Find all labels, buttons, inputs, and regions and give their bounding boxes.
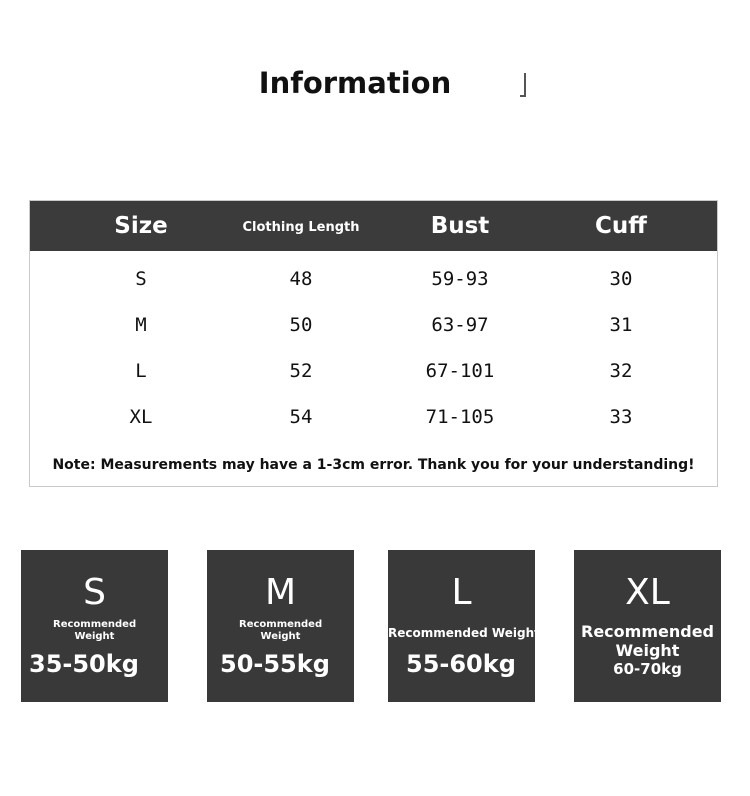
cell-cuff: 30 bbox=[609, 268, 633, 290]
cell-bust: 67-101 bbox=[425, 360, 495, 382]
card-size-letter: XL bbox=[625, 572, 670, 613]
measurement-note: Note: Measurements may have a 1-3cm error. Thank you for your understanding! bbox=[52, 457, 695, 473]
card-weight-label: Recommended Weight bbox=[581, 622, 714, 660]
cell-length: 50 bbox=[289, 314, 313, 336]
cell-size: S bbox=[135, 268, 147, 290]
card-size-letter: S bbox=[83, 572, 106, 613]
cell-cuff: 32 bbox=[609, 360, 633, 382]
corner-bracket-decoration bbox=[520, 73, 526, 97]
weight-card-m bbox=[207, 550, 354, 702]
page-title: Information bbox=[258, 66, 452, 100]
size-table bbox=[29, 200, 718, 487]
header-bust: Bust bbox=[430, 213, 490, 239]
card-weight-value: 55-60kg bbox=[406, 650, 516, 678]
cell-cuff: 33 bbox=[609, 406, 633, 428]
weight-card-l bbox=[388, 550, 540, 702]
card-weight-label: Recommended Weight bbox=[388, 626, 540, 640]
card-weight-label: Recommended Weight bbox=[53, 619, 137, 642]
card-size-letter: M bbox=[264, 572, 297, 613]
cell-size: L bbox=[135, 360, 147, 382]
card-weight-value: 35-50kg bbox=[29, 650, 139, 678]
card-weight-label: Recommended Weight bbox=[239, 619, 323, 642]
cell-length: 48 bbox=[289, 268, 313, 290]
cell-bust: 63-97 bbox=[431, 314, 489, 336]
cell-cuff: 31 bbox=[609, 314, 633, 336]
card-weight-value: 60-70kg bbox=[613, 660, 682, 678]
weight-card-xl bbox=[574, 550, 721, 702]
table-header-row bbox=[30, 201, 717, 251]
card-size-letter: L bbox=[451, 572, 472, 613]
cell-size: XL bbox=[129, 406, 153, 428]
cell-bust: 71-105 bbox=[425, 406, 495, 428]
cell-length: 54 bbox=[289, 406, 313, 428]
cell-length: 52 bbox=[289, 360, 313, 382]
header-cuff: Cuff bbox=[595, 213, 647, 239]
header-size: Size bbox=[114, 213, 168, 239]
cell-size: M bbox=[135, 314, 147, 336]
card-weight-value: 50-55kg bbox=[220, 650, 330, 678]
cell-bust: 59-93 bbox=[431, 268, 489, 290]
header-clothing-length: Clothing Length bbox=[242, 220, 360, 235]
weight-card-s bbox=[21, 550, 168, 702]
